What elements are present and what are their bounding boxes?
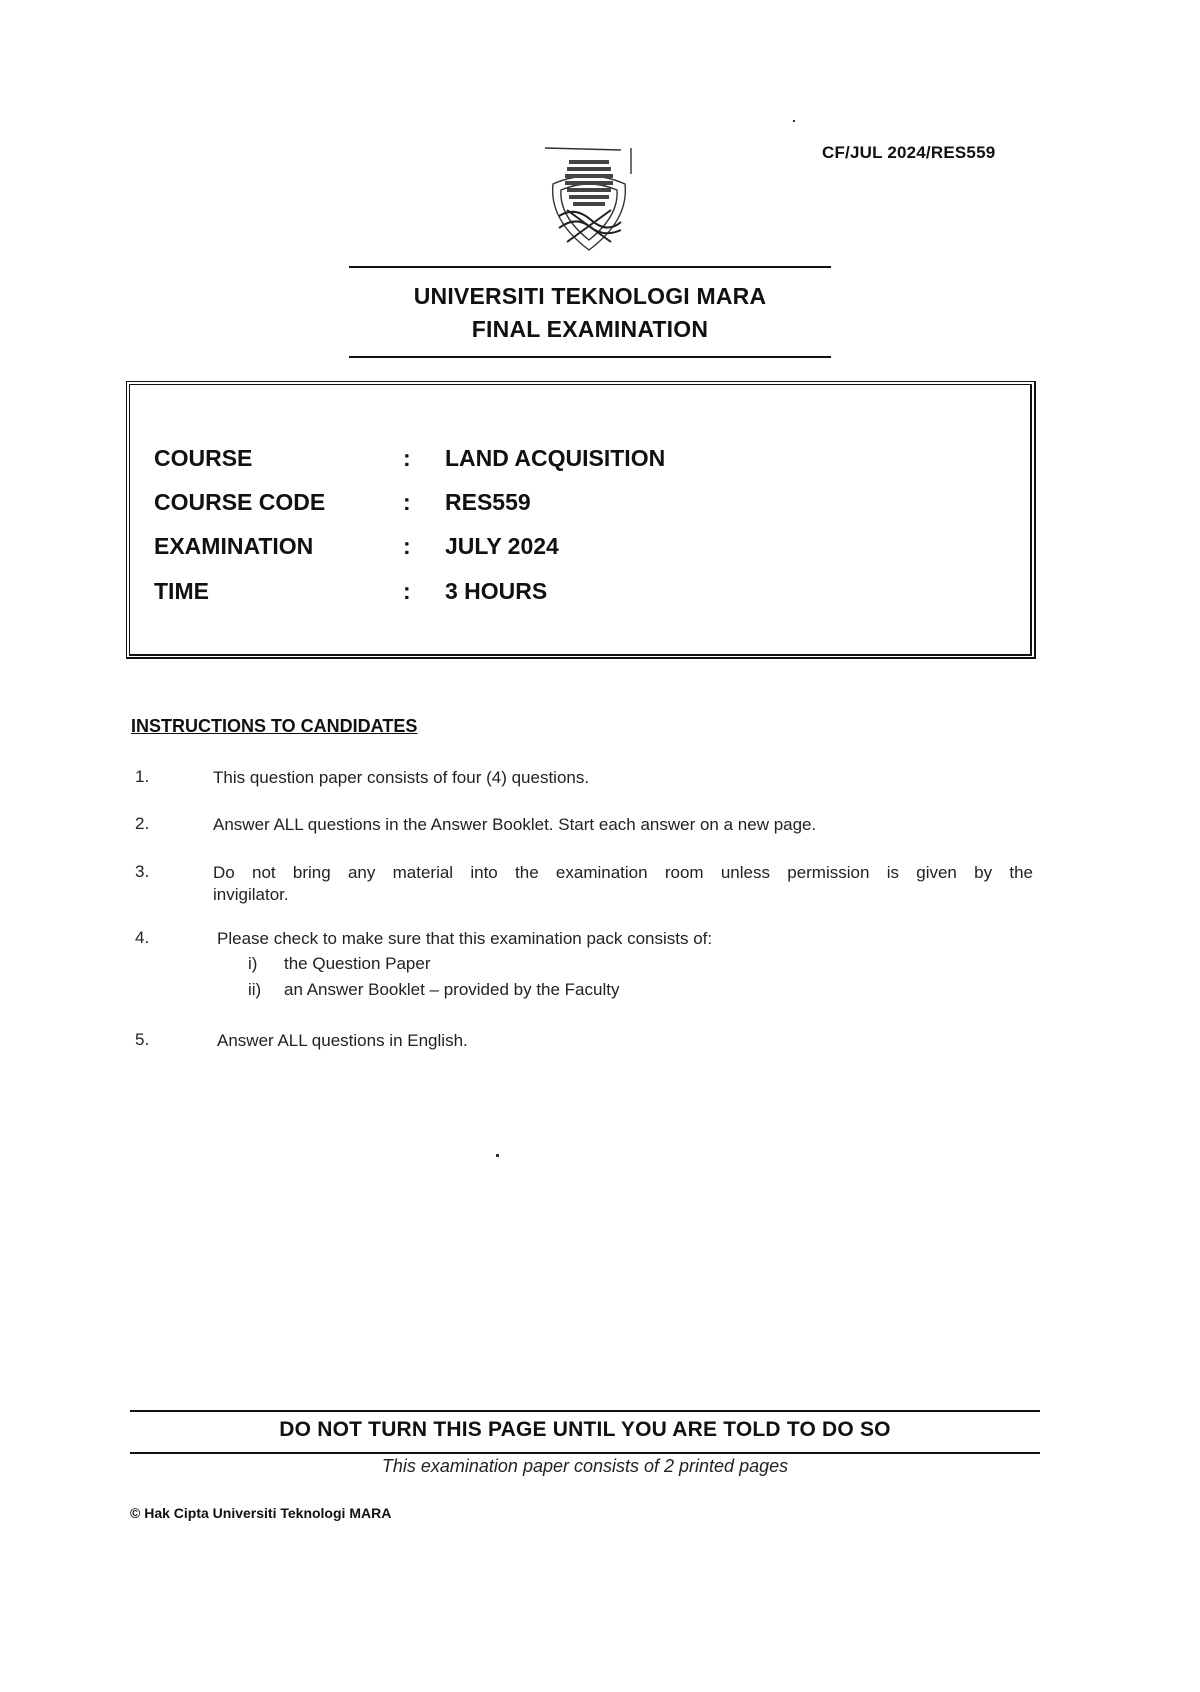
instruction-text: Please check to make sure that this examination pack consists of:	[217, 929, 713, 948]
sub-item-numeral: i)	[248, 954, 258, 973]
scan-speck	[793, 120, 795, 122]
instructions-heading: INSTRUCTIONS TO CANDIDATES	[131, 716, 418, 736]
info-row-course	[154, 445, 854, 475]
instruction-number: 3.	[135, 862, 150, 881]
info-row-time	[154, 578, 854, 608]
info-separator: :	[403, 578, 411, 604]
instruction-text: Do not bring any material into the examination room unless permission is given by the	[213, 863, 1033, 882]
info-value: 3 HOURS	[445, 578, 548, 604]
info-row-examination	[154, 533, 854, 563]
info-label: COURSE CODE	[154, 489, 326, 515]
sub-item-numeral: ii)	[248, 980, 262, 999]
instruction-number: 4.	[135, 928, 150, 947]
scan-speck	[496, 1154, 499, 1157]
info-label: COURSE	[154, 445, 253, 471]
info-separator: :	[403, 445, 411, 471]
info-label: TIME	[154, 578, 209, 604]
instruction-text: Answer ALL questions in English.	[217, 1031, 468, 1050]
footer-bottom-rule	[130, 1452, 1040, 1454]
instruction-number: 1.	[135, 767, 150, 786]
info-value: RES559	[445, 489, 531, 515]
info-row-course-code	[154, 489, 854, 519]
footer-top-rule	[130, 1410, 1040, 1412]
sub-item-text: an Answer Booklet – provided by the Faculty	[284, 980, 620, 999]
info-label: EXAMINATION	[154, 533, 314, 559]
instruction-text-continued: invigilator.	[213, 885, 289, 904]
info-separator: :	[403, 533, 411, 559]
do-not-turn-warning: DO NOT TURN THIS PAGE UNTIL YOU ARE TOLD TO DO SO	[279, 1418, 891, 1441]
university-name: UNIVERSITI TEKNOLOGI MARA	[413, 283, 767, 309]
course-info-box	[126, 381, 1036, 659]
info-value: JULY 2024	[445, 533, 559, 559]
reference-code: CF/JUL 2024/RES559	[822, 143, 996, 162]
info-value: LAND ACQUISITION	[445, 445, 666, 471]
instruction-number: 5.	[135, 1030, 150, 1049]
info-separator: :	[403, 489, 411, 515]
instruction-number: 2.	[135, 814, 150, 833]
header-top-rule	[349, 266, 831, 268]
university-crest-icon	[541, 146, 637, 256]
instruction-text: This question paper consists of four (4) questions.	[213, 768, 590, 787]
page-count-note: This examination paper consists of 2 printed pages	[381, 1456, 789, 1476]
copyright-notice: © Hak Cipta Universiti Teknologi MARA	[130, 1505, 392, 1521]
exam-type-title: FINAL EXAMINATION	[471, 316, 709, 342]
instruction-text: Answer ALL questions in the Answer Booklet. Start each answer on a new page.	[213, 815, 817, 834]
header-bottom-rule	[349, 356, 831, 358]
sub-item-text: the Question Paper	[284, 954, 431, 973]
